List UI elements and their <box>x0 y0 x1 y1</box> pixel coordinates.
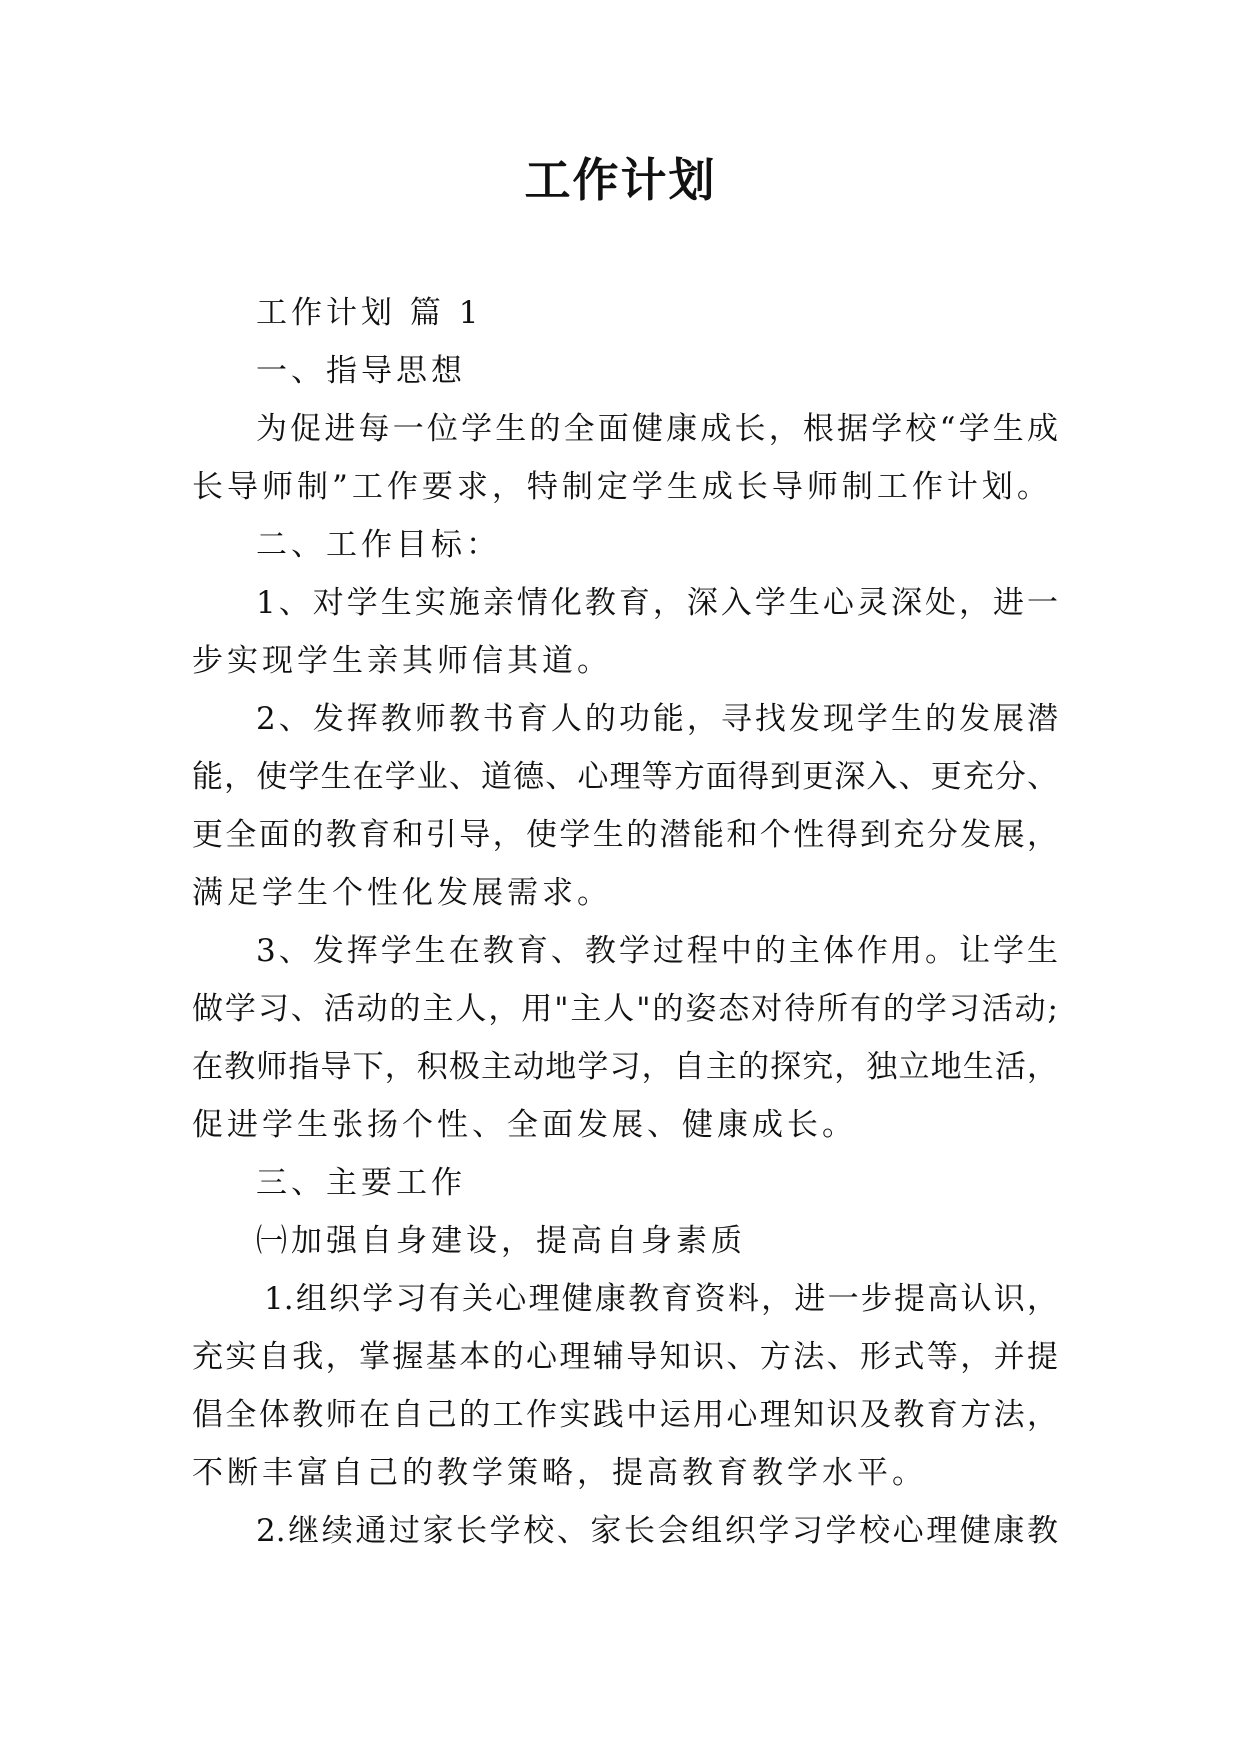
paragraph-line: 能，使学生在学业、道德、心理等方面得到更深入、更充分、 <box>192 759 1058 795</box>
paragraph-line: 步实现学生亲其师信其道。 <box>192 643 612 679</box>
paragraph-line: 1、对学生实施亲情化教育，深入学生心灵深处，进一 <box>256 585 1058 621</box>
paragraph-line: 3、发挥学生在教育、教学过程中的主体作用。让学生 <box>256 933 1058 969</box>
section-heading: 工作计划 篇 1 <box>256 295 483 331</box>
subheading: 一、指导思想 <box>256 353 466 389</box>
paragraph-line: 充实自我，掌握基本的心理辅导知识、方法、形式等，并提 <box>192 1339 1058 1375</box>
paragraph-line: 为促进每一位学生的全面健康成长，根据学校“学生成 <box>256 411 1058 447</box>
paragraph-line: 1.组织学习有关心理健康教育资料，进一步提高认识， <box>264 1281 1058 1317</box>
paragraph-line: 倡全体教师在自己的工作实践中运用心理知识及教育方法， <box>192 1397 1058 1433</box>
paragraph-line: 2.继续通过家长学校、家长会组织学习学校心理健康教 <box>256 1513 1058 1549</box>
paragraph-line: 促进学生张扬个性、全面发展、健康成长。 <box>192 1107 857 1143</box>
paragraph-line: 2、发挥教师教书育人的功能，寻找发现学生的发展潜 <box>256 701 1058 737</box>
paragraph-line: 满足学生个性化发展需求。 <box>192 875 612 911</box>
document-title: 工作计划 <box>524 153 717 207</box>
subheading: 二、工作目标： <box>256 527 501 563</box>
subheading: 三、主要工作 <box>256 1165 466 1201</box>
paragraph-line: 不断丰富自己的教学策略，提高教育教学水平。 <box>192 1455 927 1491</box>
document-body <box>192 284 1058 1560</box>
paragraph-line: 在教师指导下，积极主动地学习，自主的探究，独立地生活， <box>192 1049 1058 1085</box>
paragraph-line: 做学习、活动的主人，用"主人"的姿态对待所有的学习活动; <box>192 991 1058 1027</box>
paragraph-line: 更全面的教育和引导，使学生的潜能和个性得到充分发展， <box>192 817 1058 853</box>
subheading: ㈠加强自身建设，提高自身素质 <box>256 1223 746 1259</box>
paragraph-line: 长导师制”工作要求，特制定学生成长导师制工作计划。 <box>192 469 1052 505</box>
